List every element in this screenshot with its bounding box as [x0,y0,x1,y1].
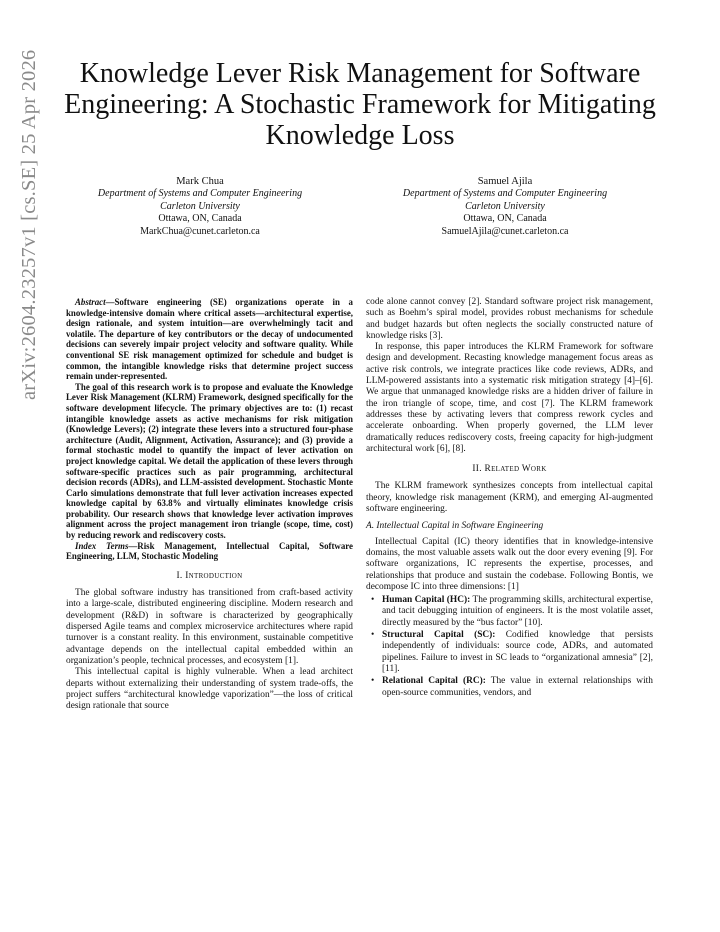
section-title: Introduction [185,570,243,581]
bullet-icon: • [371,595,375,606]
list-item-term: Structural Capital (SC): [382,630,496,641]
intro-paragraph-3: code alone cannot convey [2]. Standard software project risk management, such as Boehm’s spiral model, provides robust mechanisms for schedule and budget hazards but often neglects the socially constructed nature of knowledge risks [3]. [366,297,653,341]
section-number: I. [176,570,186,581]
intro-paragraph-2: This intellectual capital is highly vulnerable. When a lead architect departs without externalizing their understanding of system trade-offs, the project suffers “architectural knowledge vaporization”—the loss of critical design rationale that source [66,667,353,712]
list-item-text: The value in external relationships with open-source communities, vendors, and [382,676,653,698]
abstract-paragraph-1 [66,297,353,382]
author-department: Department of Systems and Computer Engineering [97,188,303,200]
section-heading-related-work [366,464,653,475]
index-terms-lead: Index Terms [75,540,129,551]
subsection-heading-intellectual-capital: A. Intellectual Capital in Software Engineering [366,521,544,532]
author-1 [60,176,340,238]
left-column [66,297,353,712]
abstract-lead: Abstract [75,297,106,307]
author-university: Carleton University [465,200,545,212]
ic-dimensions-list [366,595,653,699]
list-item-term: Relational Capital (RC): [382,676,486,687]
author-2 [365,176,645,238]
author-city: Ottawa, ON, Canada [463,213,547,225]
section-heading-introduction [66,571,353,582]
related-paragraph-2: Intellectual Capital (IC) theory identifies that in knowledge-intensive domains, the most valuable assets walk out the door every evening [9]. For software organizations, IC represents the expertise, processes, and relationships that produce and sustain the codebase. Following Bontis, we decompose IC into three dimensions: [1] [366,536,653,592]
bullet-icon: • [371,630,375,641]
list-item [371,595,653,629]
bullet-icon: • [371,676,375,687]
list-item [371,676,653,699]
right-column [366,297,653,700]
author-department: Department of Systems and Computer Engineering [402,188,608,200]
index-terms-text: —Risk Management, Intellectual Capital, Software Engineering, LLM, Stochastic Modeling [66,540,353,562]
intro-paragraph-4: In response, this paper introduces the KLRM Framework for software design and development. Recasting knowledge management focus areas as active risk controls, we integrate practices like code reviews, ADRs, and LLM-powered assistants into a systematic risk mitigation strategy [4]–[6]. We argue that unmanaged knowledge risks are a hidden driver of failure in the iron triangle of scope, time, and cost [7]. The KLRM framework addresses these by activating levers that compress rework cycles and accelerate onboarding. When properly governed, the LLM lever dramatically reduces rediscovery costs, freeing capacity for high-judgment architectural work [6], [8]. [366,342,653,454]
section-title: Related Work [484,464,547,475]
section-number: II. [472,464,485,475]
intro-paragraph-1: The global software industry has transitioned from craft-based activity into a large-scale, distributed engineering discipline. Modern research and development (R&D) in software is characterized by geographically dispersed Agile teams and complex microservice architectures where rapid turnover is a constant reality. In this environment, sustainable competitive advantage depends on the intellectual capital embedded within an organization’s people, technical processes, and ecosystem [1]. [66,588,353,666]
index-terms [66,541,353,562]
list-item-term: Human Capital (HC): [382,595,471,606]
paper-title: Knowledge Lever Risk Management for Software Engineering: A Stochastic Framework for Mitigating Knowledge Loss [64,58,656,151]
abstract-text-1: —Software engineering (SE) organizations operate in a knowledge-intensive domain where critical assets—architectural expertise, design rationale, and system intuition—are overwhelmingly tacit and volatile. The departure of key contributors or the decay of undocumented decisions can severely impair project velocity and software quality. While conventional SE risk management optimized for schedule and budget is common, the intangible knowledge risks that determine project success remain under-represented. [66,297,353,382]
list-item-text: Codified knowledge that persists independently of individuals: source code, ADRs, and automated pipelines. Failure to invest in SC leads to “organizational amnesia” [2], [11]. [382,630,653,674]
author-city: Ottawa, ON, Canada [158,213,242,225]
arxiv-identifier: arXiv:2604.23257v1 [cs.SE] 25 Apr 2026 [18,49,40,400]
list-item [371,630,653,675]
author-email: SamuelAjila@cunet.carleton.ca [441,225,569,237]
author-university: Carleton University [160,200,240,212]
related-paragraph-1: The KLRM framework synthesizes concepts from intellectual capital theory, knowledge risk management (KRM), and emerging AI-augmented software engineering. [366,481,653,515]
author-name: Samuel Ajila [477,176,533,187]
list-item-text: The programming skills, architectural expertise, and tacit debugging intuition of engineers. It is the most volatile asset, directly measured by the “bus factor” [10]. [382,595,653,628]
author-name: Mark Chua [176,176,224,187]
author-email: MarkChua@cunet.carleton.ca [140,225,260,237]
abstract-paragraph-2: The goal of this research work is to propose and evaluate the Knowledge Lever Risk Management (KLRM) Framework, designed specifically for the software development lifecycle. The primary objectives are to: (1) recast intangible knowledge assets as active mechanisms for risk mitigation (Knowledge Levers); (2) integrate these levers into a structured four-phase architecture (Audit, Alignment, Activation, Assurance); and (3) provide a formal stochastic model to quantify the impact of lever activation on project knowledge capital. We detail the application of these levers through software-specific practices such as pair programming, architectural decision records (ADRs), and LLM-assisted development. Stochastic Monte Carlo simulations demonstrate that full lever activation increases expected knowledge capital by 63.8% and virtually eliminates knowledge crisis probability. Our research shows that knowledge lever activation improves alignment across the project management iron triangle (scope, time, cost) by reducing rework and rediscovery costs. [66,381,353,541]
